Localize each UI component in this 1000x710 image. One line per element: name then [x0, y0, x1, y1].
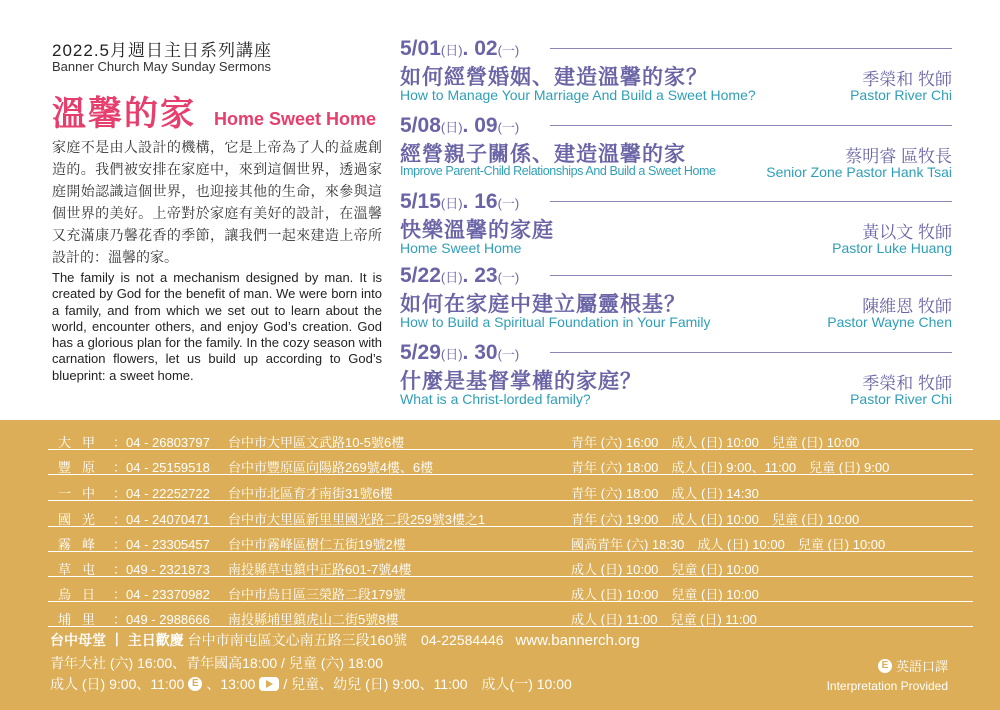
sermon-topic-en: How to Manage Your Marriage And Build a Sweet Home? — [400, 87, 756, 103]
sermon-topic-zh: 如何在家庭中建立屬靈根基？ — [400, 293, 686, 316]
location-times: 青年 (六) 18:00 成人 (日) 9:00、11:00 兒童 (日) 9:00 — [571, 460, 890, 475]
intro-en: The family is not a mechanism designed by man. It is created by God for the benefit of man. We were born into a family, and from which we set out to learn about the world, encounter others, and enjoy God’s creation. God has a glorious plan for the family. In the cozy season with carnation flowers, let us build up according to God’s blueprint: a sweet home. — [52, 270, 382, 383]
location-row — [48, 503, 973, 527]
divider — [550, 275, 952, 276]
location-name: 一中 — [58, 486, 107, 501]
location-row — [48, 553, 973, 577]
sermon-topic-en: How to Build a Spiritual Foundation in Your Family — [400, 314, 711, 330]
interpretation-en: Interpretation Provided — [826, 679, 948, 693]
hq-adult-times-b: 、13:00 — [206, 676, 256, 692]
speaker-zh: 季榮和 牧師 — [862, 374, 952, 393]
location-times: 青年 (六) 18:00 成人 (日) 14:30 — [571, 486, 759, 501]
location-row — [48, 578, 973, 602]
divider — [550, 352, 952, 353]
location-phone: ：04 - 25159518 — [113, 460, 210, 475]
location-name: 大甲 — [58, 435, 107, 450]
sermon-item — [400, 341, 952, 417]
hq-label: 台中母堂 丨 主日歡慶 — [50, 632, 184, 648]
speaker-zh: 陳維恩 牧師 — [862, 297, 952, 316]
sermon-date: 5/08(日). 09(一) — [400, 114, 520, 137]
sermon-item — [400, 190, 952, 266]
english-interpretation-icon: E — [878, 659, 892, 673]
series-title-en: Banner Church May Sunday Sermons — [52, 59, 271, 74]
location-phone: ：04 - 22252722 — [113, 486, 210, 501]
speaker-zh: 黃以文 牧師 — [862, 223, 952, 242]
speaker-en: Pastor River Chi — [850, 87, 952, 103]
location-phone: ：049 - 2321873 — [113, 562, 210, 577]
location-address: 台中市大里區新里里國光路二段259號3樓之1 — [228, 512, 486, 527]
location-row — [48, 451, 973, 475]
interpretation-legend — [827, 656, 948, 693]
intro-zh: 家庭不是由人設計的機構，它是上帝為了人的益處創造的。我們被安排在家庭中，來到這個世界，透過家庭開始認識這個世界，也迎接其他的生命，來參與這個世界的美好。上帝對於家庭有美好的設計，在溫馨又充滿康乃馨花香的季節，讓我們一起來建造上帝所設計的：溫馨的家。 — [52, 139, 382, 265]
location-address: 台中市大甲區文武路10-5號6樓 — [228, 435, 405, 450]
location-times: 國高青年 (六) 18:30 成人 (日) 10:00 兒童 (日) 10:00 — [571, 537, 886, 552]
play-icon — [259, 677, 279, 691]
location-row — [48, 477, 973, 501]
location-name: 國光 — [58, 512, 107, 527]
location-name: 烏日 — [58, 587, 107, 602]
location-address: 台中市豐原區向陽路269號4樓、6樓 — [228, 460, 434, 475]
location-address: 南投縣草屯鎮中正路601-7號4樓 — [228, 562, 412, 577]
location-phone: ：04 - 26803797 — [113, 435, 210, 450]
sermon-topic-en: Home Sweet Home — [400, 240, 522, 256]
website-link[interactable]: www.bannerch.org — [515, 632, 640, 649]
divider — [550, 48, 952, 49]
location-times: 成人 (日) 10:00 兒童 (日) 10:00 — [571, 587, 759, 602]
location-address: 台中市烏日區三榮路二段179號 — [228, 587, 406, 602]
location-row — [48, 426, 973, 450]
sermon-date: 5/01(日). 02(一) — [400, 37, 520, 60]
divider — [550, 201, 952, 202]
location-phone: ：04 - 23370982 — [113, 587, 210, 602]
hq-info — [50, 630, 640, 650]
location-times: 青年 (六) 16:00 成人 (日) 10:00 兒童 (日) 10:00 — [571, 435, 860, 450]
speaker-en: Pastor Luke Huang — [832, 240, 952, 256]
english-interpretation-icon: E — [188, 677, 202, 691]
sermon-date: 5/29(日). 30(一) — [400, 341, 520, 364]
sermon-date: 5/22(日). 23(一) — [400, 264, 520, 287]
location-times: 青年 (六) 19:00 成人 (日) 10:00 兒童 (日) 10:00 — [571, 512, 860, 527]
speaker-en: Pastor Wayne Chen — [827, 314, 952, 330]
divider — [550, 125, 952, 126]
sermon-topic-en: Improve Parent-Child Relationships And Build a Sweet Home — [400, 164, 716, 178]
speaker-en: Pastor River Chi — [850, 391, 952, 407]
sermon-topic-zh: 快樂溫馨的家庭 — [400, 219, 554, 242]
speaker-zh: 蔡明睿 區牧長 — [845, 147, 952, 166]
location-phone: ：04 - 24070471 — [113, 512, 210, 527]
hq-address: 台中市南屯區文心南五路三段160號 04-22584446 — [187, 632, 504, 648]
location-address: 南投縣埔里鎮虎山二街5號8樓 — [228, 612, 399, 627]
sermon-topic-zh: 什麼是基督掌權的家庭？ — [400, 370, 642, 393]
main-title — [52, 86, 376, 135]
location-row — [48, 603, 973, 627]
location-name: 豐原 — [58, 460, 107, 475]
interpretation-zh: 英語口譯 — [895, 659, 948, 674]
sermon-item — [400, 114, 952, 190]
series-title-zh: 2022.5月週日主日系列講座 — [52, 41, 272, 60]
sermon-topic-en: What is a Christ-lorded family? — [400, 391, 591, 407]
location-address: 台中市北區育才南街31號6樓 — [228, 486, 393, 501]
location-name: 霧峰 — [58, 537, 107, 552]
location-name: 草屯 — [58, 562, 107, 577]
main-title-en: Home Sweet Home — [214, 109, 377, 129]
sermon-topic-zh: 如何經營婚姻、建造溫馨的家？ — [400, 66, 708, 89]
location-phone: ：049 - 2988666 — [113, 612, 210, 627]
speaker-en: Senior Zone Pastor Hank Tsai — [766, 164, 952, 180]
hq-adult-times — [50, 674, 572, 694]
hq-adult-times-a: 成人 (日) 9:00、11:00 — [50, 676, 185, 692]
location-phone: ：04 - 23305457 — [113, 537, 210, 552]
main-title-zh: 溫馨的家 — [52, 95, 196, 133]
sermon-item — [400, 37, 952, 113]
location-address: 台中市霧峰區樹仁五街19號2樓 — [228, 537, 406, 552]
location-row — [48, 528, 973, 552]
sermon-item — [400, 264, 952, 340]
hq-youth-times: 青年大社 (六) 16:00、青年國高18:00 / 兒童 (六) 18:00 — [50, 655, 383, 671]
location-name: 埔里 — [58, 612, 107, 627]
hq-adult-times-c: / 兒童、幼兒 (日) 9:00、11:00 成人(一) 10:00 — [283, 676, 572, 692]
speaker-zh: 季榮和 牧師 — [862, 70, 952, 89]
location-times: 成人 (日) 11:00 兒童 (日) 11:00 — [571, 612, 757, 627]
location-times: 成人 (日) 10:00 兒童 (日) 10:00 — [571, 562, 759, 577]
sermon-topic-zh: 經營親子關係、建造溫馨的家 — [400, 143, 686, 166]
sermon-date: 5/15(日). 16(一) — [400, 190, 520, 213]
